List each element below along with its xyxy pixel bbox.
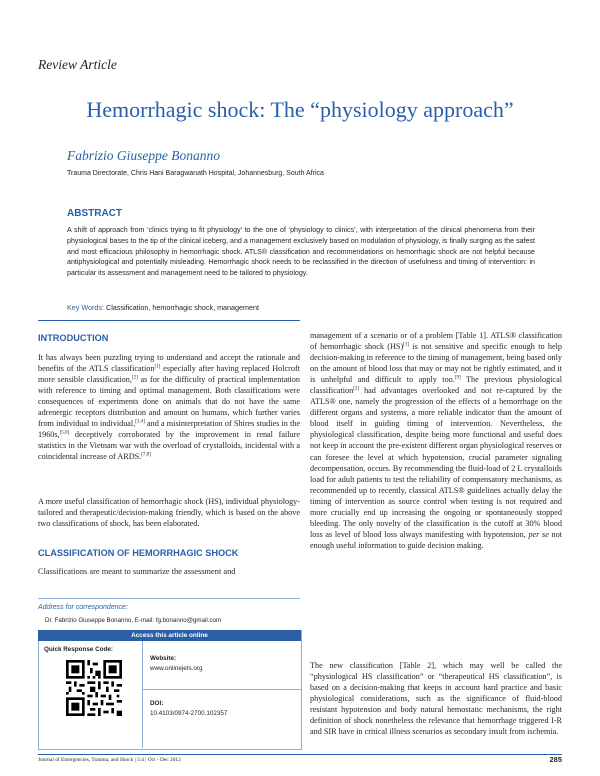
abstract-heading: ABSTRACT <box>67 208 122 219</box>
ref-1[interactable]: [1] <box>154 364 161 370</box>
ref-1[interactable]: [1] <box>403 342 410 348</box>
keywords <box>67 303 259 312</box>
doi-link[interactable]: 10.4103/0974-2700.102357 <box>150 710 228 717</box>
qr-code-icon[interactable] <box>66 660 122 716</box>
correspondence-rule <box>38 598 300 599</box>
website-link[interactable]: www.onlinejets.org <box>150 665 203 672</box>
ref-2[interactable]: [2] <box>353 386 360 392</box>
right-paragraph-2: The new classification [Table 2], which may well be called the “physiological HS classification” or “therapeutical HS classification”, is based on a decision-making that keeps in account hard practice and basic physiological considerations, such as the significance of fluid-blood resistant hypotension and body natural hemostatic mechanisms, the right definition of shock nonetheless the relevance that hemorrhage triggered I-R and SIR have in critical illness scenarios as secondary insult from ischemia. <box>310 661 562 737</box>
classification-heading: CLASSIFICATION OF HEMORRHAGIC SHOCK <box>38 548 239 558</box>
footer-journal: Journal of Emergencies, Trauma, and Shock | 5:4 | Oct - Dec 2012 <box>38 757 181 763</box>
section-rule <box>38 320 300 321</box>
keywords-text: Classification, hemorrhagic shock, management <box>104 303 260 312</box>
qr-label: Quick Response Code: <box>44 646 113 653</box>
ref-5-6[interactable]: [5,6] <box>59 430 70 436</box>
access-box-divider <box>142 641 143 748</box>
intro-paragraph-1: It has always been puzzling trying to understand and accept the rationale and benefits of the ATLS classification[1] especially after having replaced Holcroft more sensible classification,[2] as for the difficulty of practical implementation with reference to timing and optimal management. Both classifications were consequences of experiments done on animals that do not have the same adrenergic receptors distribution and amount on humans, which further varies from individual to individual,[3,4] and a misinterpretation of Shires studies in the 1960s,[5,6] deceptively corroborated by the improvement in renal failure statistics in the Vietnam war with the overload of crystalloids, incidental with a coincidental increase of ARDS.[7,8] <box>38 353 300 462</box>
keywords-label: Key Words: <box>67 303 105 312</box>
abstract-text: A shift of approach from ‘clinics trying to fit physiology’ to the one of ‘physiology to clinics’, with interpretation of the clinical phenomena from their physiological bases to the tip of the clinical iceberg, and a management exclusively based on modulation of physiology, is finally surging as the safest and most efficacious philosophy in hemorrhagic shock. ATLS® classification and recommendations on hemorrhagic shock are not helpful because antiphysiological and potentially misleading. Hemorrhagic shock needs to be reclassified in the direction of usefulness and timing of intervention: in particular its assessment and management need to be tailored to physiology. <box>67 226 535 278</box>
ref-7-8[interactable]: [7,8] <box>141 452 151 458</box>
article-title: Hemorrhagic shock: The “physiology approach” <box>86 97 514 122</box>
footer-rule <box>38 754 562 755</box>
correspondence-label: Address for correspondence: <box>38 604 128 611</box>
right-paragraph-1: management of a scenario or of a problem [Table 1]. ATLS® classification of hemorrhagic shock (HS)[1] is not sensitive and specific enough to help decision-making in reference to the timing of management, being based only on the amount of blood loss that may or may not be rightly estimated, and it is unhelpful and difficult to apply too.[9] The previous physiological classification[2] had advantages overlooked and not re-captured by the ATLS® one, namely the progression of the effects of a hemorrhage on the different organs and systems, a more reliable indicator than the amount of blood itself in guiding timing of intervention. Nevertheless, the physiological classification, despite being more functional and useful does not keep in account the pre-existent different organ physiological reserves or can foresee the level at which hypotension, crucial parameter signaling decompensation, occurs. By recommending the fluid-load of 2 L crystalloids load for adult patients to test the reliability of compensatory mechanisms, as recommended up to recently, classical ATLS® guidelines actually delay the timing of intervention as source control when testing is not required and more crucially end up increasing the ongoing or spontaneously stopped bleeding. The only novelty of the classification is the cutoff at 30% blood loss as level of blood loss always manifesting with hypotension, per se not enough useful information to guide decision making. <box>310 331 563 550</box>
ref-9[interactable]: [9] <box>454 375 461 381</box>
page-number: 285 <box>549 755 562 764</box>
author-name: Fabrizio Giuseppe Bonanno <box>67 148 220 163</box>
intro-heading: INTRODUCTION <box>38 333 109 343</box>
article-type: Review Article <box>38 57 117 72</box>
classification-paragraph-1: Classifications are meant to summarize the assessment and <box>38 567 236 576</box>
access-box-divider-horizontal <box>142 689 301 690</box>
doi-label: DOI: <box>150 700 164 707</box>
ref-2[interactable]: [2] <box>131 375 138 381</box>
access-box-heading: Access this article online <box>38 630 301 641</box>
website-label: Website: <box>150 655 177 662</box>
intro-paragraph-2: A more useful classification of hemorrhagic shock (HS), individual physiology-tailored and therapeutic/decision-making friendly, which is based on the above two classifications of shock, has been elaborated. <box>38 497 300 529</box>
ref-3-4[interactable]: [3,4] <box>135 419 145 425</box>
correspondence-text: Dr. Fabrizio Giuseppe Bonanno, E-mail: fg.bonanno@gmail.com <box>45 617 222 624</box>
author-affiliation: Trauma Directorate, Chris Hani Baragwanath Hospital, Johannesburg, South Africa <box>67 170 324 177</box>
